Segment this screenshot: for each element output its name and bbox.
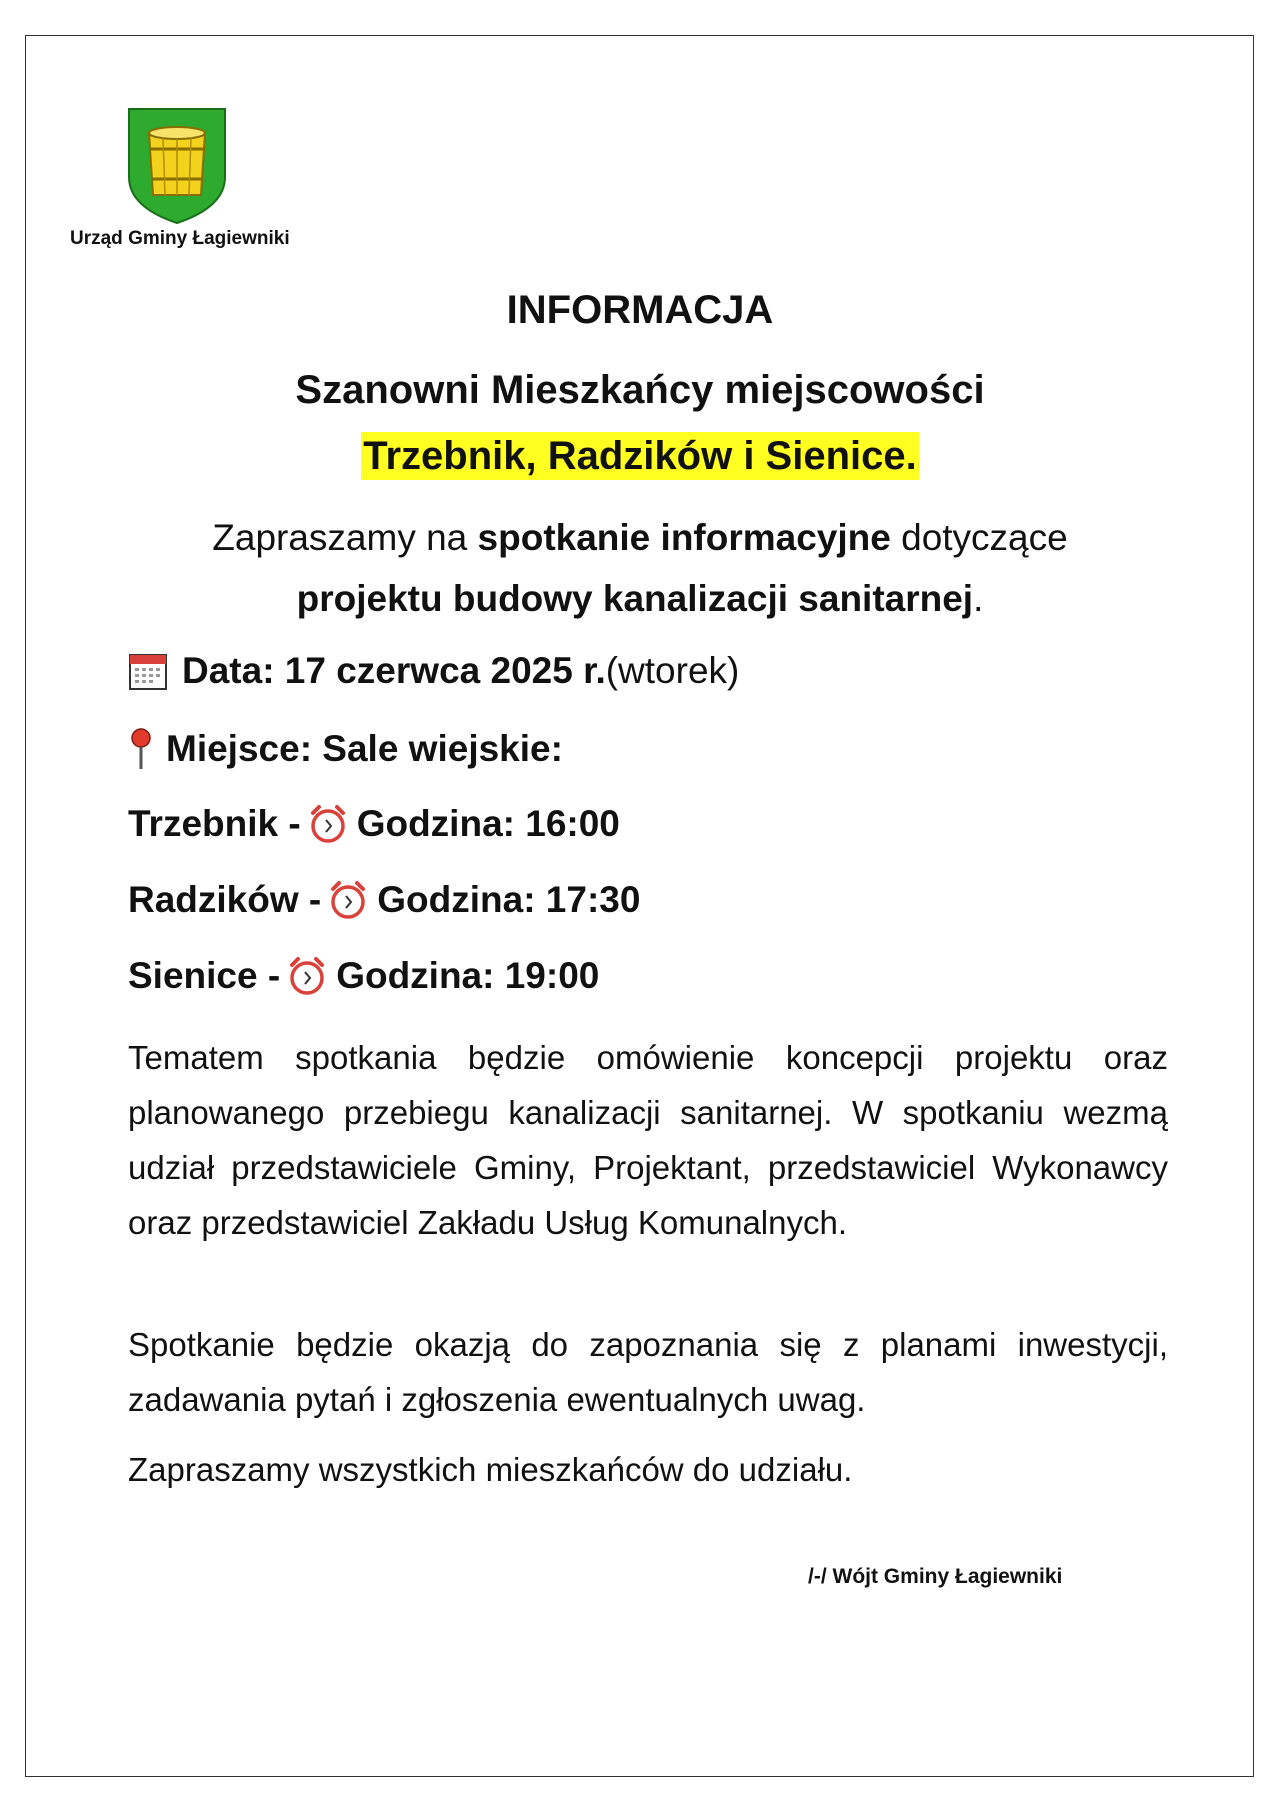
- date-line: [128, 650, 739, 692]
- date-value: Data: 17 czerwca 2025 r.: [182, 650, 606, 691]
- village-name: Sienice -: [128, 955, 281, 996]
- place-value: Miejsce: Sale wiejskie:: [166, 728, 563, 769]
- project-name-end: .: [973, 578, 984, 619]
- project-name: projektu budowy kanalizacji sanitarnej: [296, 578, 974, 619]
- pin-icon: [128, 727, 154, 771]
- schedule-row: [128, 803, 620, 845]
- calendar-icon: [128, 651, 168, 691]
- village-name: Trzebnik -: [128, 803, 301, 844]
- schedule-row: [128, 955, 599, 997]
- meeting-time: Godzina: 16:00: [356, 803, 620, 844]
- invitation-bold: spotkanie informacyjne: [477, 517, 891, 558]
- body-paragraph: Spotkanie będzie okazją do zapoznania się z planami inwestycji, zadawania pytań i zgłoszenia ewentualnych uwag.: [128, 1326, 1168, 1418]
- meeting-time: Godzina: 19:00: [336, 955, 600, 996]
- greeting-line: Szanowni Mieszkańcy miejscowości: [295, 368, 985, 412]
- villages-highlight: Trzebnik, Radzików i Sienice.: [363, 434, 917, 478]
- coat-of-arms-icon: [127, 107, 227, 225]
- invitation-text: Zapraszamy na: [212, 517, 478, 558]
- closing-paragraph: Zapraszamy wszystkich mieszkańców do udziału.: [128, 1451, 853, 1488]
- invitation-line-2: [0, 578, 1280, 620]
- alarm-clock-icon: [307, 803, 349, 845]
- village-name: Radzików -: [128, 879, 322, 920]
- office-name: Urząd Gminy Łagiewniki: [70, 228, 290, 249]
- page-title: INFORMACJA: [506, 288, 774, 332]
- date-weekday: (wtorek): [605, 650, 740, 691]
- body-paragraph: Tematem spotkania będzie omówienie koncepcji projektu oraz planowanego przebiegu kanalizacji sanitarnej. W spotkaniu wezmą udział przedstawiciele Gminy, Projektant, przedstawiciel Wykonawcy oraz przedstawiciel Zakładu Usług Komunalnych.: [128, 1039, 1168, 1241]
- invitation-line-1: [0, 517, 1280, 559]
- schedule-row: [128, 879, 640, 921]
- alarm-clock-icon: [286, 955, 328, 997]
- alarm-clock-icon: [327, 879, 369, 921]
- invitation-text-end: dotyczące: [890, 517, 1068, 558]
- meeting-time: Godzina: 17:30: [377, 879, 641, 920]
- greeting-villages: [0, 434, 1280, 479]
- signature: /-/ Wójt Gminy Łagiewniki: [808, 1565, 1063, 1588]
- place-line: [128, 727, 563, 771]
